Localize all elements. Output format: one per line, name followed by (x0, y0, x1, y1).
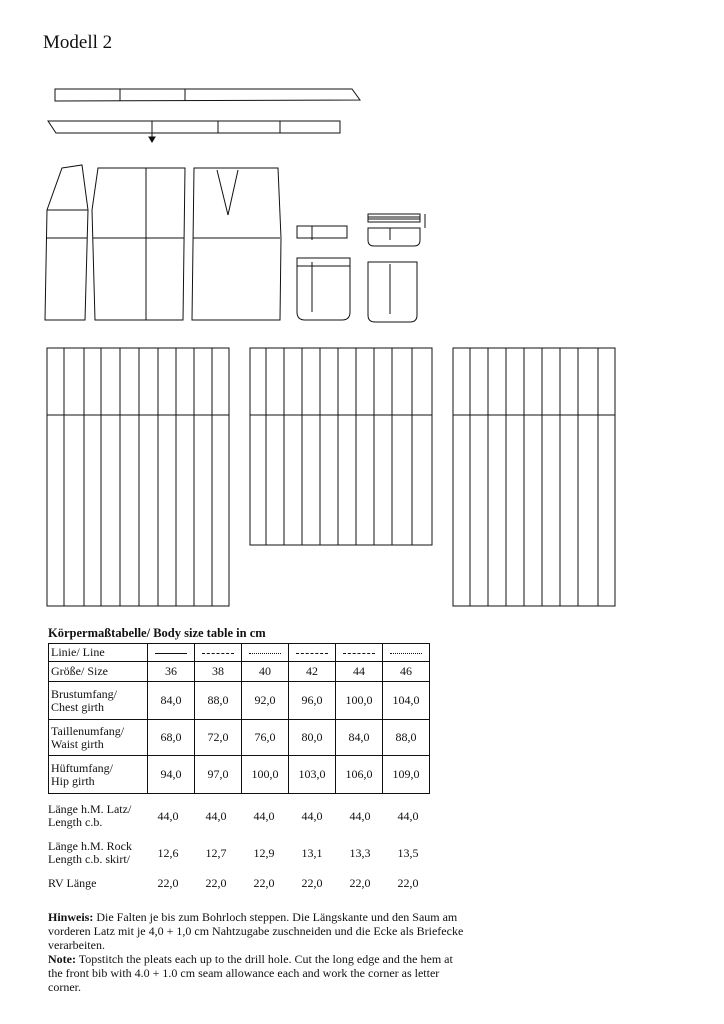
pleated-panel-left (47, 348, 229, 606)
value-cell: 12,7 (205, 845, 227, 860)
value-cell: 12,9 (253, 845, 275, 860)
pleated-panel-right (453, 348, 615, 606)
skirt-side-piece (45, 165, 88, 320)
value-cell: 88,0 (383, 720, 430, 756)
value-cell: 72,0 (195, 720, 242, 756)
size-cell: 44 (336, 662, 383, 682)
line-sample (383, 644, 430, 662)
row-label: RV Länge (48, 876, 97, 890)
value-cell: 106,0 (336, 756, 383, 794)
hinweis-text: Die Falten je bis zum Bohrloch steppen. Die Längskante und den Saum am vorderen Latz mit je 4,0 + 1,0 cm Nahtzugabe zuschneiden und die Ecke als Briefecke verarbeiten. (48, 910, 464, 952)
value-cell: 22,0 (301, 876, 323, 890)
value-cell: 100,0 (336, 682, 383, 720)
skirt-front-piece (192, 168, 281, 320)
line-row (49, 644, 430, 662)
value-cell: 80,0 (289, 720, 336, 756)
value-cell: 68,0 (148, 720, 195, 756)
waistband-piece-bottom (48, 121, 340, 142)
size-cell: 38 (195, 662, 242, 682)
note-label: Note: (48, 952, 76, 966)
value-cell: 44,0 (301, 808, 323, 823)
row-label: Brustumfang/ Chest girth (49, 682, 148, 720)
value-cell: 22,0 (397, 876, 419, 890)
size-cell: 42 (289, 662, 336, 682)
row-label: Länge h.M. Rock Length c.b. skirt/ (48, 839, 132, 866)
value-cell: 13,1 (301, 845, 323, 860)
pleated-panel-middle (250, 348, 432, 545)
size-table-title: Körpermaßtabelle/ Body size table in cm (48, 626, 266, 640)
value-cell: 104,0 (383, 682, 430, 720)
line-sample (148, 644, 195, 662)
note-text: Topstitch the pleats each up to the drill hole. Cut the long edge and the hem at the front bib with 4.0 + 1.0 cm seam allowance each and work the corner as letter corner. (48, 952, 453, 994)
value-cell: 44,0 (253, 808, 275, 823)
value-cell: 94,0 (148, 756, 195, 794)
row-label: Länge h.M. Latz/ Length c.b. (48, 802, 132, 829)
hinweis-label: Hinweis: (48, 910, 94, 924)
table-row (49, 720, 430, 756)
value-cell: 100,0 (242, 756, 289, 794)
value-cell: 44,0 (349, 808, 371, 823)
row-label: Taillenumfang/ Waist girth (49, 720, 148, 756)
line-sample (289, 644, 336, 662)
value-cell: 88,0 (195, 682, 242, 720)
waistband-piece-top (55, 89, 360, 101)
value-cell: 12,6 (157, 845, 179, 860)
value-cell: 22,0 (157, 876, 179, 890)
value-cell: 76,0 (242, 720, 289, 756)
table-row (49, 756, 430, 794)
table-row (49, 682, 430, 720)
value-cell: 84,0 (336, 720, 383, 756)
row-label: Hüftumfang/ Hip girth (49, 756, 148, 794)
body-size-table (48, 643, 430, 794)
value-cell: 97,0 (195, 756, 242, 794)
instruction-notes (48, 910, 468, 994)
size-row (49, 662, 430, 682)
value-cell: 44,0 (397, 808, 419, 823)
line-label: Linie/ Line (49, 644, 148, 662)
value-cell: 13,3 (349, 845, 371, 860)
value-cell: 96,0 (289, 682, 336, 720)
page-title: Modell 2 (43, 32, 113, 53)
pocket-pieces (297, 214, 425, 322)
line-sample (336, 644, 383, 662)
extra-row-length-cb (48, 803, 432, 829)
value-cell: 22,0 (253, 876, 275, 890)
skirt-back-piece (92, 168, 185, 320)
size-cell: 46 (383, 662, 430, 682)
value-cell: 84,0 (148, 682, 195, 720)
value-cell: 92,0 (242, 682, 289, 720)
value-cell: 44,0 (205, 808, 227, 823)
value-cell: 22,0 (205, 876, 227, 890)
line-sample (195, 644, 242, 662)
value-cell: 13,5 (397, 845, 419, 860)
value-cell: 103,0 (289, 756, 336, 794)
value-cell: 109,0 (383, 756, 430, 794)
size-label: Größe/ Size (49, 662, 148, 682)
extra-row-zipper-length (48, 877, 432, 890)
extra-row-length-skirt (48, 840, 432, 866)
size-cell: 36 (148, 662, 195, 682)
value-cell: 22,0 (349, 876, 371, 890)
size-cell: 40 (242, 662, 289, 682)
value-cell: 44,0 (157, 808, 179, 823)
line-sample (242, 644, 289, 662)
